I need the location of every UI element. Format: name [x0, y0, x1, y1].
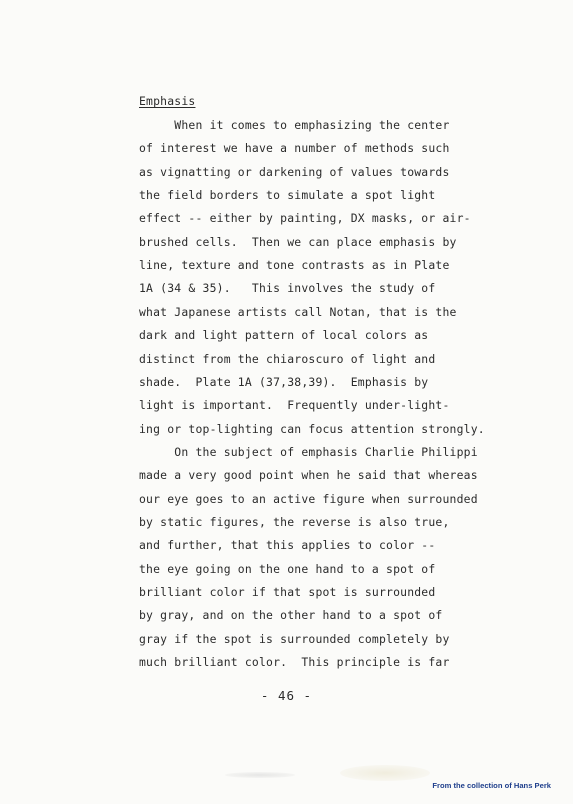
body-line: ing or top-lighting can focus attention strongly.: [139, 421, 485, 436]
page-number: - 46 -: [260, 688, 313, 703]
body-line: the eye going on the one hand to a spot of: [139, 561, 436, 576]
body-line: light is important. Frequently under-light-: [139, 398, 450, 413]
body-line: and further, that this applies to color --: [139, 538, 436, 553]
body-line: distinct from the chiaroscuro of light and: [139, 351, 436, 366]
body-line: much brilliant color. This principle is far: [139, 655, 450, 670]
body-line: brilliant color if that spot is surrounded: [139, 585, 436, 599]
body-line: When it comes to emphasizing the center: [139, 118, 450, 132]
section-heading: Emphasis: [139, 94, 196, 108]
body-line: made a very good point when he said that whereas: [139, 468, 478, 483]
body-line: of interest we have a number of methods such: [139, 141, 450, 156]
body-line: dark and light pattern of local colors as: [139, 328, 429, 343]
paper-smudge-bottom: [340, 765, 430, 781]
body-line: by static figures, the reverse is also true,: [139, 514, 450, 529]
body-line: our eye goes to an active figure when surrounded: [139, 491, 478, 506]
body-line: brushed cells. Then we can place emphasis by: [139, 234, 457, 249]
body-line: what Japanese artists call Notan, that is the: [139, 304, 457, 319]
body-line: as vignatting or darkening of values towards: [139, 164, 450, 179]
collection-credit: From the collection of Hans Perk: [432, 781, 551, 790]
body-line: effect -- either by painting, DX masks, or air-: [139, 211, 471, 226]
body-line: 1A (34 & 35). This involves the study of: [139, 281, 436, 296]
body-line: On the subject of emphasis Charlie Philippi: [139, 444, 478, 459]
body-line: the field borders to simulate a spot light: [139, 188, 436, 203]
body-line: by gray, and on the other hand to a spot of: [139, 608, 443, 623]
body-line: line, texture and tone contrasts as in Plate: [139, 258, 450, 273]
body-line: gray if the spot is surrounded completely by: [139, 631, 450, 646]
paper-smudge-bottom-left: [225, 772, 295, 778]
body-line: shade. Plate 1A (37,38,39). Emphasis by: [139, 374, 429, 389]
